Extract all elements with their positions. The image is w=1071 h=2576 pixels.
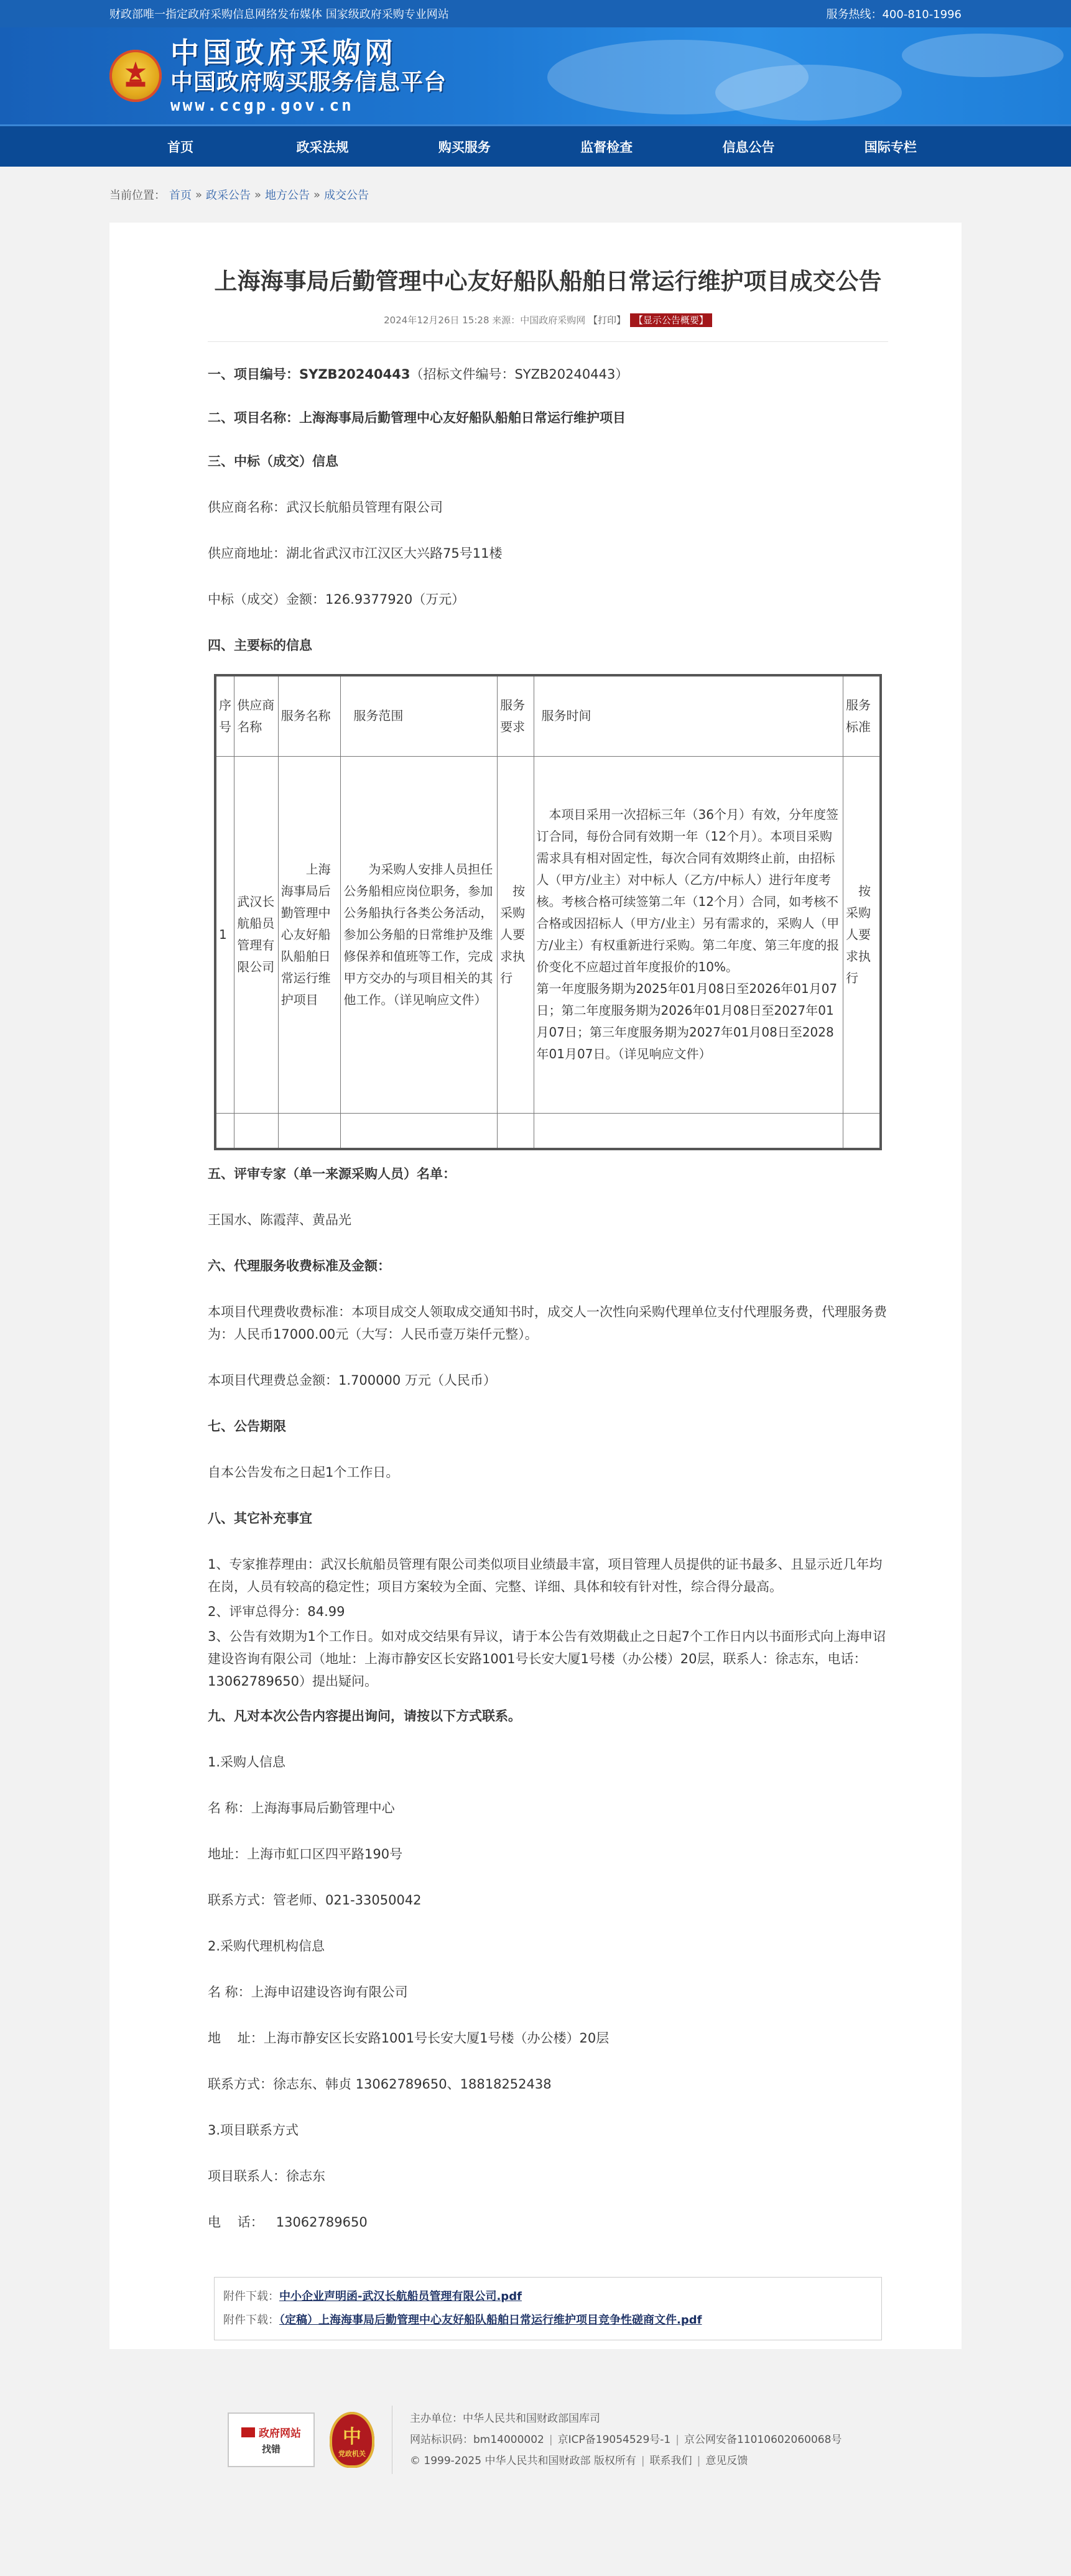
breadcrumb-prefix: 当前位置： [109, 189, 165, 202]
flag-icon [241, 2427, 255, 2437]
experts-list: 王国水、陈霞萍、黄品光 [208, 1212, 351, 1227]
breadcrumb-local-announcements[interactable]: 地方公告 [265, 189, 310, 202]
logo1-bottom-text: 找错 [261, 2444, 280, 2455]
top-strip [0, 0, 1071, 27]
cell-requirement: 按采购人要求执行 [498, 756, 534, 1113]
breadcrumb-deal-announcements[interactable]: 成交公告 [324, 189, 369, 202]
purchaser-title: 1.采购人信息 [208, 1755, 286, 1770]
gov-site-error-report-logo[interactable] [228, 2412, 315, 2467]
agency-title: 2.采购代理机构信息 [208, 1939, 325, 1954]
table-row [215, 756, 881, 1113]
project-name: 上海海事局后勤管理中心友好船队船舶日常运行维护项目 [299, 410, 626, 425]
supplement-2: 2、评审总得分：84.99 [208, 1604, 345, 1619]
supplement-3: 3、公告有效期为1个工作日。如对成交结果有异议，请于本公告有效期截止之日起7个工作日内以书面形式向上海申诏建设咨询有限公司（地址：上海市静安区长安路1001号长安大厦1号楼（办公楼）20层，联系人：徐志东，电话：13062789650）提出疑问。 [208, 1629, 886, 1689]
th-service: 服务名称 [278, 675, 341, 756]
items-table [214, 674, 882, 1150]
project-contact-title: 3.项目联系方式 [208, 2123, 299, 2138]
fee-standard: 本项目代理费收费标准：本项目成交人领取成交通知书时，成交人一次性向采购代理单位支付代理服务费，代理服务费为：人民币17000.00元（大写：人民币壹万柒仟元整）。 [208, 1304, 887, 1342]
purchaser-name: 名 称：上海海事局后勤管理中心 [208, 1801, 395, 1816]
section-experts-heading: 五、评审专家（单一来源采购人员）名单： [208, 1166, 456, 1181]
nav-home[interactable]: 首页 [167, 139, 194, 155]
cell-time-p2: 第一年度服务期为2025年01月08日至2026年01月07日；第二年度服务期为2026年01月08日至2027年01月07日；第三年度服务期为2027年01月08日至2028年01月07日。（详见响应文件） [536, 981, 838, 1061]
supplier-address: 供应商地址：湖北省武汉市江汉区大兴路75号11楼 [208, 546, 503, 561]
section-items-heading: 四、主要标的信息 [208, 638, 312, 653]
footer-copyright: © 1999-2025 中华人民共和国财政部 版权所有 [410, 2455, 636, 2467]
table-empty-row [215, 1113, 881, 1149]
footer-registration: 网站标识码：bm14000002 | 京ICP备19054529号-1 | 京公网安备11010602060068号 [410, 2434, 842, 2446]
th-requirement: 服务要求 [498, 675, 534, 756]
agency-name: 名 称：上海申诏建设咨询有限公司 [208, 1985, 408, 2000]
footer-site-id: 网站标识码：bm14000002 [410, 2434, 544, 2446]
service-hotline: 服务热线：400-810-1996 [826, 8, 962, 21]
cell-time [534, 756, 843, 1113]
cell-supplier: 武汉长航船员管理有限公司 [234, 756, 278, 1113]
agency-contact: 联系方式：徐志东、韩贞 13062789650、18818252438 [208, 2077, 552, 2092]
main-nav [0, 124, 1071, 167]
site-url: www.ccgp.gov.cn [170, 96, 354, 115]
footer-feedback-link[interactable]: 意见反馈 [705, 2455, 748, 2467]
site-footer [109, 2378, 962, 2502]
th-time: 服务时间 [534, 675, 843, 756]
supplier-name: 供应商名称：武汉长航船员管理有限公司 [208, 500, 443, 515]
logo2-sub: 党政机关 [338, 2450, 366, 2458]
section-supplement-heading: 八、其它补充事宜 [208, 1511, 312, 1526]
footer-icp[interactable]: 京ICP备19054529号-1 [557, 2434, 671, 2446]
site-subtitle: 中国政府购买服务信息平台 [170, 70, 447, 95]
nav-regulations[interactable]: 政采法规 [296, 139, 349, 155]
site-banner [0, 27, 1071, 124]
attachment-label: 附件下载： [223, 2290, 279, 2303]
article-body [208, 363, 888, 2233]
nav-supervision[interactable]: 监督检查 [580, 139, 633, 155]
logo1-top-text: 政府网站 [259, 2427, 301, 2440]
table-header-row [215, 675, 881, 756]
purchaser-contact: 联系方式：管老师、021-33050042 [208, 1893, 422, 1908]
agency-address: 地 址：上海市静安区长安路1001号长安大厦1号楼（办公楼）20层 [208, 2031, 610, 2046]
party-gov-badge-logo[interactable] [330, 2412, 374, 2468]
award-amount: 中标（成交）金额：126.9377920（万元） [208, 592, 465, 607]
project-contact-person: 项目联系人：徐志东 [208, 2169, 325, 2184]
project-contact-phone: 电 话： 13062789650 [208, 2215, 368, 2230]
attachment-link[interactable]: 中小企业声明函-武汉长航船员管理有限公司.pdf [279, 2290, 522, 2303]
breadcrumb-gov-announcements[interactable]: 政采公告 [206, 189, 251, 202]
article-title: 上海海事局后勤管理中心友好船队船舶日常运行维护项目成交公告 [214, 268, 882, 295]
announcement-period: 自本公告发布之日起1个工作日。 [208, 1465, 399, 1480]
section-award-heading: 三、中标（成交）信息 [208, 454, 338, 469]
fee-total: 本项目代理费总金额：1.700000 万元（人民币） [208, 1373, 496, 1388]
nav-announcements[interactable]: 信息公告 [722, 139, 775, 155]
cell-service: 上海海事局后勤管理中心友好船队船舶日常运行维护项目 [278, 756, 341, 1113]
nav-purchase-services[interactable]: 购买服务 [438, 139, 491, 155]
th-no: 序号 [215, 675, 234, 756]
section-project-code: 一、项目编号：SYZB20240443（招标文件编号：SYZB20240443） [208, 367, 629, 382]
cell-time-p1: 本项目采用一次招标三年（36个月）有效，分年度签订合同，每份合同有效期一年（12个月）。本项目采购需求具有相对固定性，每次合同有效期终止前，由招标人（甲方/业主）对中标人（乙方/中标人）进行年度考核。考核合格可续签第二年（12个月）合同，如考核不合格或因招标人（甲方/业主）另有需求的，采购人（甲方/业主）有权重新进行采购。第二年度、第三年度的报价变化不应超过首年度报价的10%。 [536, 807, 840, 974]
site-title: 中国政府采购网 [170, 36, 397, 70]
th-supplier: 供应商名称 [234, 675, 278, 756]
section-project-name: 二、项目名称：上海海事局后勤管理中心友好船队船舶日常运行维护项目 [208, 410, 626, 425]
th-standard: 服务标准 [843, 675, 881, 756]
project-code: SYZB20240443 [299, 367, 410, 382]
footer-police[interactable]: 京公网安备11010602060068号 [684, 2434, 842, 2446]
breadcrumb: 当前位置： 首页 » 政采公告 » 地方公告 » 成交公告 [109, 167, 962, 223]
section-fee-heading: 六、代理服务收费标准及金额： [208, 1258, 391, 1273]
show-summary-button[interactable]: 【显示公告概要】 [630, 313, 712, 327]
publish-info: 2024年12月26日 15:28 来源：中国政府采购网 [384, 315, 589, 326]
footer-info [410, 2408, 842, 2472]
cell-no: 1 [215, 756, 234, 1113]
section-contact-heading: 九、凡对本次公告内容提出询问，请按以下方式联系。 [208, 1709, 521, 1724]
purchaser-address: 地址：上海市虹口区四平路190号 [208, 1847, 403, 1862]
attachments-box [214, 2277, 882, 2340]
attachment-item [223, 2309, 873, 2332]
th-scope: 服务范围 [341, 675, 498, 756]
attachment-link[interactable]: （定稿）上海海事局后勤管理中心友好船队船舶日常运行维护项目竞争性磋商文件.pdf [279, 2314, 702, 2327]
supplement-1: 1、专家推荐理由：武汉长航船员管理有限公司类似项目业绩最丰富，项目管理人员提供的证书最多、且显示近几年均在岗，人员有较高的稳定性；项目方案较为全面、完整、详细、具体和较有针对性，综合得分最高。 [208, 1557, 883, 1594]
nav-international[interactable]: 国际专栏 [864, 139, 917, 155]
national-emblem-icon[interactable] [109, 50, 162, 102]
breadcrumb-home[interactable]: 首页 [169, 189, 192, 202]
footer-sponsor: 主办单位：中华人民共和国财政部国库司 [410, 2412, 600, 2425]
print-link[interactable]: 【打印】 [588, 315, 626, 326]
site-logo[interactable] [170, 37, 447, 115]
article-meta [208, 313, 888, 342]
footer-contact-link[interactable]: 联系我们 [649, 2455, 692, 2467]
cell-standard: 按采购人要求执行 [843, 756, 881, 1113]
cell-scope: 为采购人安排人员担任公务船相应岗位职务，参加公务船执行各类公务活动，参加公务船的日常维护及维修保养和值班等工作，完成甲方交办的与项目相关的其他工作。（详见响应文件） [341, 756, 498, 1113]
tender-doc-code: （招标文件编号：SYZB20240443） [410, 367, 629, 382]
footer-copyright-row: © 1999-2025 中华人民共和国财政部 版权所有 | 联系我们 | 意见反馈 [410, 2455, 748, 2467]
logo2-char: 中 [343, 2426, 361, 2448]
announcement-article [109, 223, 962, 2349]
site-slogan: 财政部唯一指定政府采购信息网络发布媒体 国家级政府采购专业网站 [109, 8, 449, 21]
attachment-label: 附件下载： [223, 2314, 279, 2327]
attachment-item [223, 2285, 873, 2309]
section-period-heading: 七、公告期限 [208, 1419, 286, 1434]
